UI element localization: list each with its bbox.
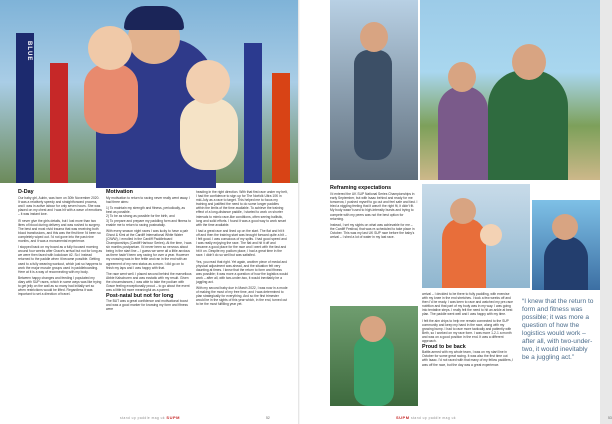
paddler-photo (330, 306, 418, 406)
list-item: 1) To maintain my strength and fitness, periodically, as best as possible. (106, 206, 186, 215)
right-page (300, 0, 612, 424)
paragraph: Between happy changes and feeding I populated my diary with SUP races, which in some ways was like trying to get jelly on the wall as so many had initially set so when restrictions would be lifted. Regardless it was important to set a direction of travel. (18, 275, 102, 297)
page-number: 53 (608, 416, 612, 420)
brand-logo: SUPM (396, 415, 410, 420)
parent-figure (442, 218, 486, 288)
family-photo (532, 200, 600, 290)
flag-banner (272, 73, 290, 183)
paragraph: heading in the right direction. With that first race under my belt, I had the confidence to sign up for The Norfolk Ultra 10K in mid-July as a race to target. This helped me to focus my training and justified the need to do some longer paddles within the limits of the time available. To achieve the training effect of a long-distance paddle, I started to work on shorter intervals to mimic race-like conditions, often seeing ballistic, long and solid efforts. I found it was a good way to work smart with the time available. (196, 190, 288, 227)
paragraph: I felt the aim chips to help me remain connected to the SUP community and keep my hand in the race, along with my growing bump. I had to race more tactically and patiently with Beth, so I worked on my race form. I was more 1-2-1 a month and was on a good position in the end. It was a different approach. (422, 318, 512, 344)
article-column (18, 190, 102, 412)
paragraph: The race went well. I placed second behind the marvellous Abbie Kalschuren and was ecstatic with my result. Given the circumstances, I was able to take the podium with Grace feeling exceptionally proud – to go about the event was a little bit more meaningful as a parent. (106, 271, 192, 293)
section-subheading: Post-natal but not for long (106, 293, 174, 300)
flag-banner (50, 63, 68, 183)
runner-figure (354, 50, 392, 160)
paddle-photo (422, 184, 530, 288)
baby-head (480, 224, 502, 246)
parent-head (450, 198, 476, 224)
baby-head (88, 26, 132, 70)
list-item: 2) To be as strong as possible for the birth, and (106, 214, 175, 219)
parent-head (512, 44, 546, 80)
runner-head (360, 22, 388, 52)
article-column (196, 190, 288, 412)
parent-figure (544, 236, 588, 290)
article-column (422, 292, 514, 414)
footer-text: stand up paddle mag uk (120, 416, 166, 420)
paragraph: The BUT was a great confidence and motivational boost and was a good marker for knowing my form and fitness were (106, 299, 188, 312)
paragraph: Instead, I set my sights on what was achievable for me – the Cardiff Festival, that was re-scheduled to take place in October. This was my last UK SUP race before the baby's arrival – I shed a lot of water in my last race. (330, 222, 415, 240)
family-photo (0, 0, 300, 183)
paragraph: With every season night races I was lucky to have a pair Ghost & Kimi at the Cardiff International White Water (CIWW), I enrolled in the Cardiff Paddleboard Championships (Cardiff Harbour Series). At the time, I was six months postpartum. I'd never been so nervous about being in the start line – I guess we were all a little anxious as there hadn't been any racing for over a year. However my crossing was in fine fettle and ran in the end with an agreement of my new status as a mum. I did go on to finish my laps and I was happy with that. (106, 228, 192, 270)
article-column (106, 190, 192, 412)
baby-figure (180, 98, 238, 170)
paragraph: I'd entered the UK SUP National Series Championships in early September, but with Isaac behind and ready for me tomorrow, I pushed myself to go out and feel safe and fast. I tried a niggling feeling that it wasn't the right fit, it didn't fit. My body wasn't used to high-intensity bursts and trying to compete with my peers was not the best option for returning. (330, 192, 418, 221)
paragraph: I stopped back on my board as a fully focused morning around four weeks after Grace's arrival but not for long as we were then faced with lockdown #2. So I instead returned to the paddle when it became possible. Getting used to a fully weaning workout, which just so happens to work the major muscle groups used in paddleboarding. Here at it is a way of reconnecting with my body. (18, 245, 103, 274)
flag-banner (16, 33, 34, 183)
page-footer (396, 415, 456, 420)
section-heading: Reframing expectations (330, 185, 392, 191)
paragraph: I'll never give the girls details, but I lost more than two litres of blood during delivery and was rushed to surgery. The best and most vivid trauma that was receiving both blood transfusions, and this was the first time I'd been so completely wiped out. I'd not gone into the past nine months, and it was a monumental experience. (18, 218, 101, 244)
paddler-head (360, 316, 386, 342)
parent-head (552, 214, 578, 240)
paragraph: Our baby girl, Aubin, was born on 30th November 2020. It was a relatively speedy and straightforward process, and I was in active labour for only seven hours. She was placed on my chest and I was hit with a wave of emotions – it was instant love. (18, 196, 102, 217)
paragraph: arrival – I decided to be there to fully paddling, with exercise with my knee in the end stretches. I took a few weeks off and then I'd be ready. I was keen to race and watched my pre-race nutrition and that part of my body was in my way. I was going into tentative steps. I really felt the need to hit an ankle at best plan. The paddle went well and I was happy with my time. (422, 292, 513, 317)
paragraph: My motivation to return to racing never really went away. I had three aims: (106, 196, 191, 205)
runner-photo (330, 0, 418, 180)
footer-text: stand up paddle mag uk (410, 416, 456, 420)
section-heading: Motivation (106, 189, 133, 195)
list-item: 3) To prepare and prepare my paddling form and fitness to enable me to return to racing postnatally. (106, 218, 191, 227)
paragraph: I had a great race and lined up on the start. The flat and hit it off and then the training start was brought forward quite a bit – I felt good. I was conscious of my splits. I had good speed and I was really enjoying the race. The flat and hit it off and became a good place for the race and I went with the fast and hit it on. Despite my podium place, I had a great time in the race. I didn't do so well but was satisfied. (196, 228, 287, 258)
beach-family-photo (420, 0, 600, 180)
section-heading: D-Day (18, 189, 34, 195)
paragraph: Battle-armed with my whole team, I was on my start line in October for some great racing. It was also the first time out with Isaac. I'd not raced with that many of my fellow paddlers, I was off the race, but the day was a great experience. (422, 350, 514, 367)
article-column (330, 186, 418, 304)
parent-figure (488, 70, 568, 180)
page-number: 52 (266, 416, 270, 420)
flag-banner (244, 43, 262, 183)
paragraph: Yes, you read that right. Yet again, another piece of medal and physical adjustment was ahead, and the situation felt very daunting at times. I knew that the return to form and fitness was possible; it was more a question of how the logistics would work – after all, with two-under-two, it would inevitably be a juggling act. (196, 259, 288, 284)
brand-logo: SUPM (166, 415, 180, 420)
paragraph: With my second baby due in March 2022, I was now in a mode of making the most of my free time, and I was determined to plan strategically for everything. And so the first trimester would be in the sights of this year which, in the end, turned out to be the most fulfilling year yet. (196, 286, 288, 307)
flag-text: BLUE (26, 41, 32, 62)
baby-figure (84, 64, 138, 134)
baby-head (186, 60, 230, 104)
section-subheading: Proud to be back (422, 344, 466, 351)
page-footer (120, 415, 180, 420)
paddler-figure (354, 336, 394, 406)
pull-quote: “I knew that the return to form and fitness was possible; it was more a question of how the logistics would work – after all, with two-under-two, it would inevitably be a juggling act.” (522, 298, 594, 361)
parent-head (448, 62, 476, 92)
left-page (0, 0, 300, 424)
parent-figure (438, 86, 488, 180)
parent-cap (124, 6, 184, 30)
